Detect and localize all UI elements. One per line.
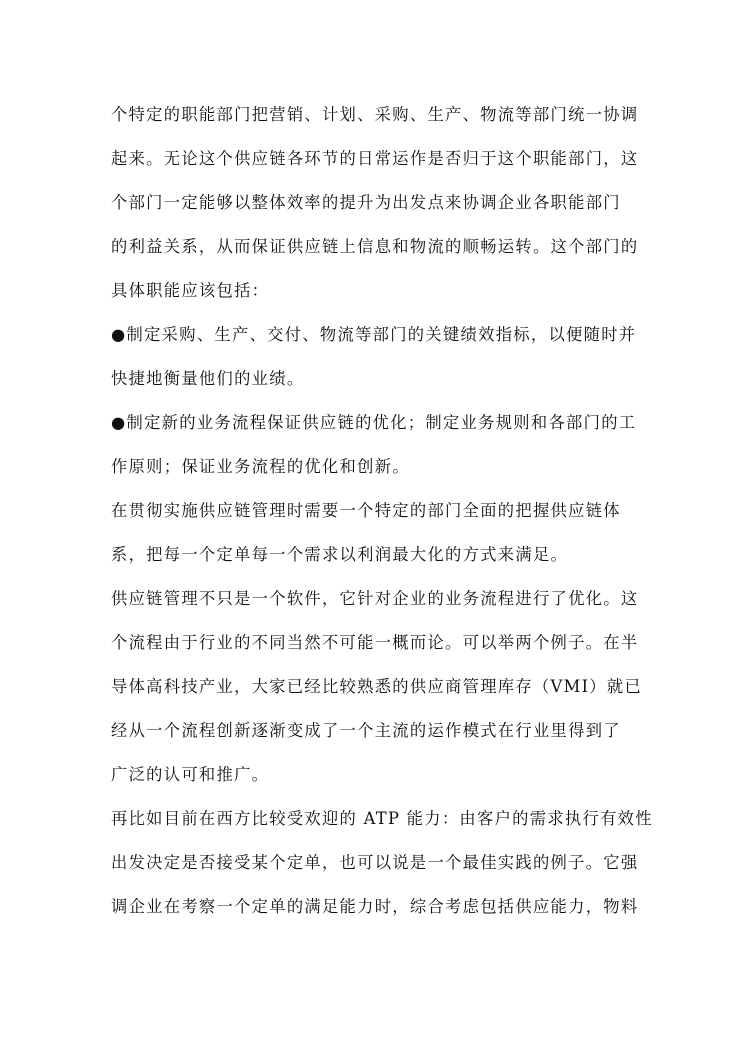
text-line: 个部门一定能够以整体效率的提升为出发点来协调企业各职能部门 (111, 193, 621, 212)
paragraph-intro (111, 93, 639, 313)
text-line: 个特定的职能部门把营销、计划、采购、生产、物流等部门统一协调 (111, 105, 639, 124)
text-line: 起来。无论这个供应链各环节的日常运作是否归于这个职能部门，这 (111, 149, 639, 168)
paragraph-atp (111, 797, 653, 929)
text-line: 具体职能应该包括： (111, 281, 270, 300)
bullet-item-process (111, 401, 636, 489)
text-line: 再比如目前在西方比较受欢迎的 ATP 能力：由客户的需求执行有效性 (111, 809, 653, 828)
text-line: 出发决定是否接受某个定单，也可以说是一个最佳实践的例子。它强 (111, 853, 639, 872)
paragraph-implementation (111, 489, 636, 577)
text-line: 供应链管理不只是一个软件，它针对企业的业务流程进行了优化。这 (111, 589, 639, 608)
text-line: 导体高科技产业，大家已经比较熟悉的供应商管理库存（VMI）就已 (111, 677, 643, 696)
text-line: ●制定采购、生产、交付、物流等部门的关键绩效指标，以便随时并 (111, 325, 637, 344)
text-line: 个流程由于行业的不同当然不可能一概而论。可以举两个例子。在半 (111, 633, 639, 652)
document-body (111, 93, 653, 929)
text-line: 经从一个流程创新逐渐变成了一个主流的运作模式在行业里得到了 (111, 721, 621, 740)
text-line: ●制定新的业务流程保证供应链的优化；制定业务规则和各部门的工 (111, 413, 637, 432)
text-line: 系，把每一个定单每一个需求以利润最大化的方式来满足。 (111, 545, 569, 564)
text-line: 广泛的认可和推广。 (111, 765, 270, 784)
bullet-item-kpi (111, 313, 636, 401)
paragraph-software (111, 577, 643, 797)
text-line: 作原则；保证业务流程的优化和创新。 (111, 457, 410, 476)
text-line: 的利益关系，从而保证供应链上信息和物流的顺畅运转。这个部门的 (111, 237, 639, 256)
text-line: 在贯彻实施供应链管理时需要一个特定的部门全面的把握供应链体 (111, 501, 621, 520)
text-line: 快捷地衡量他们的业绩。 (111, 369, 305, 388)
text-line: 调企业在考察一个定单的满足能力时，综合考虑包括供应能力，物料 (111, 897, 639, 916)
